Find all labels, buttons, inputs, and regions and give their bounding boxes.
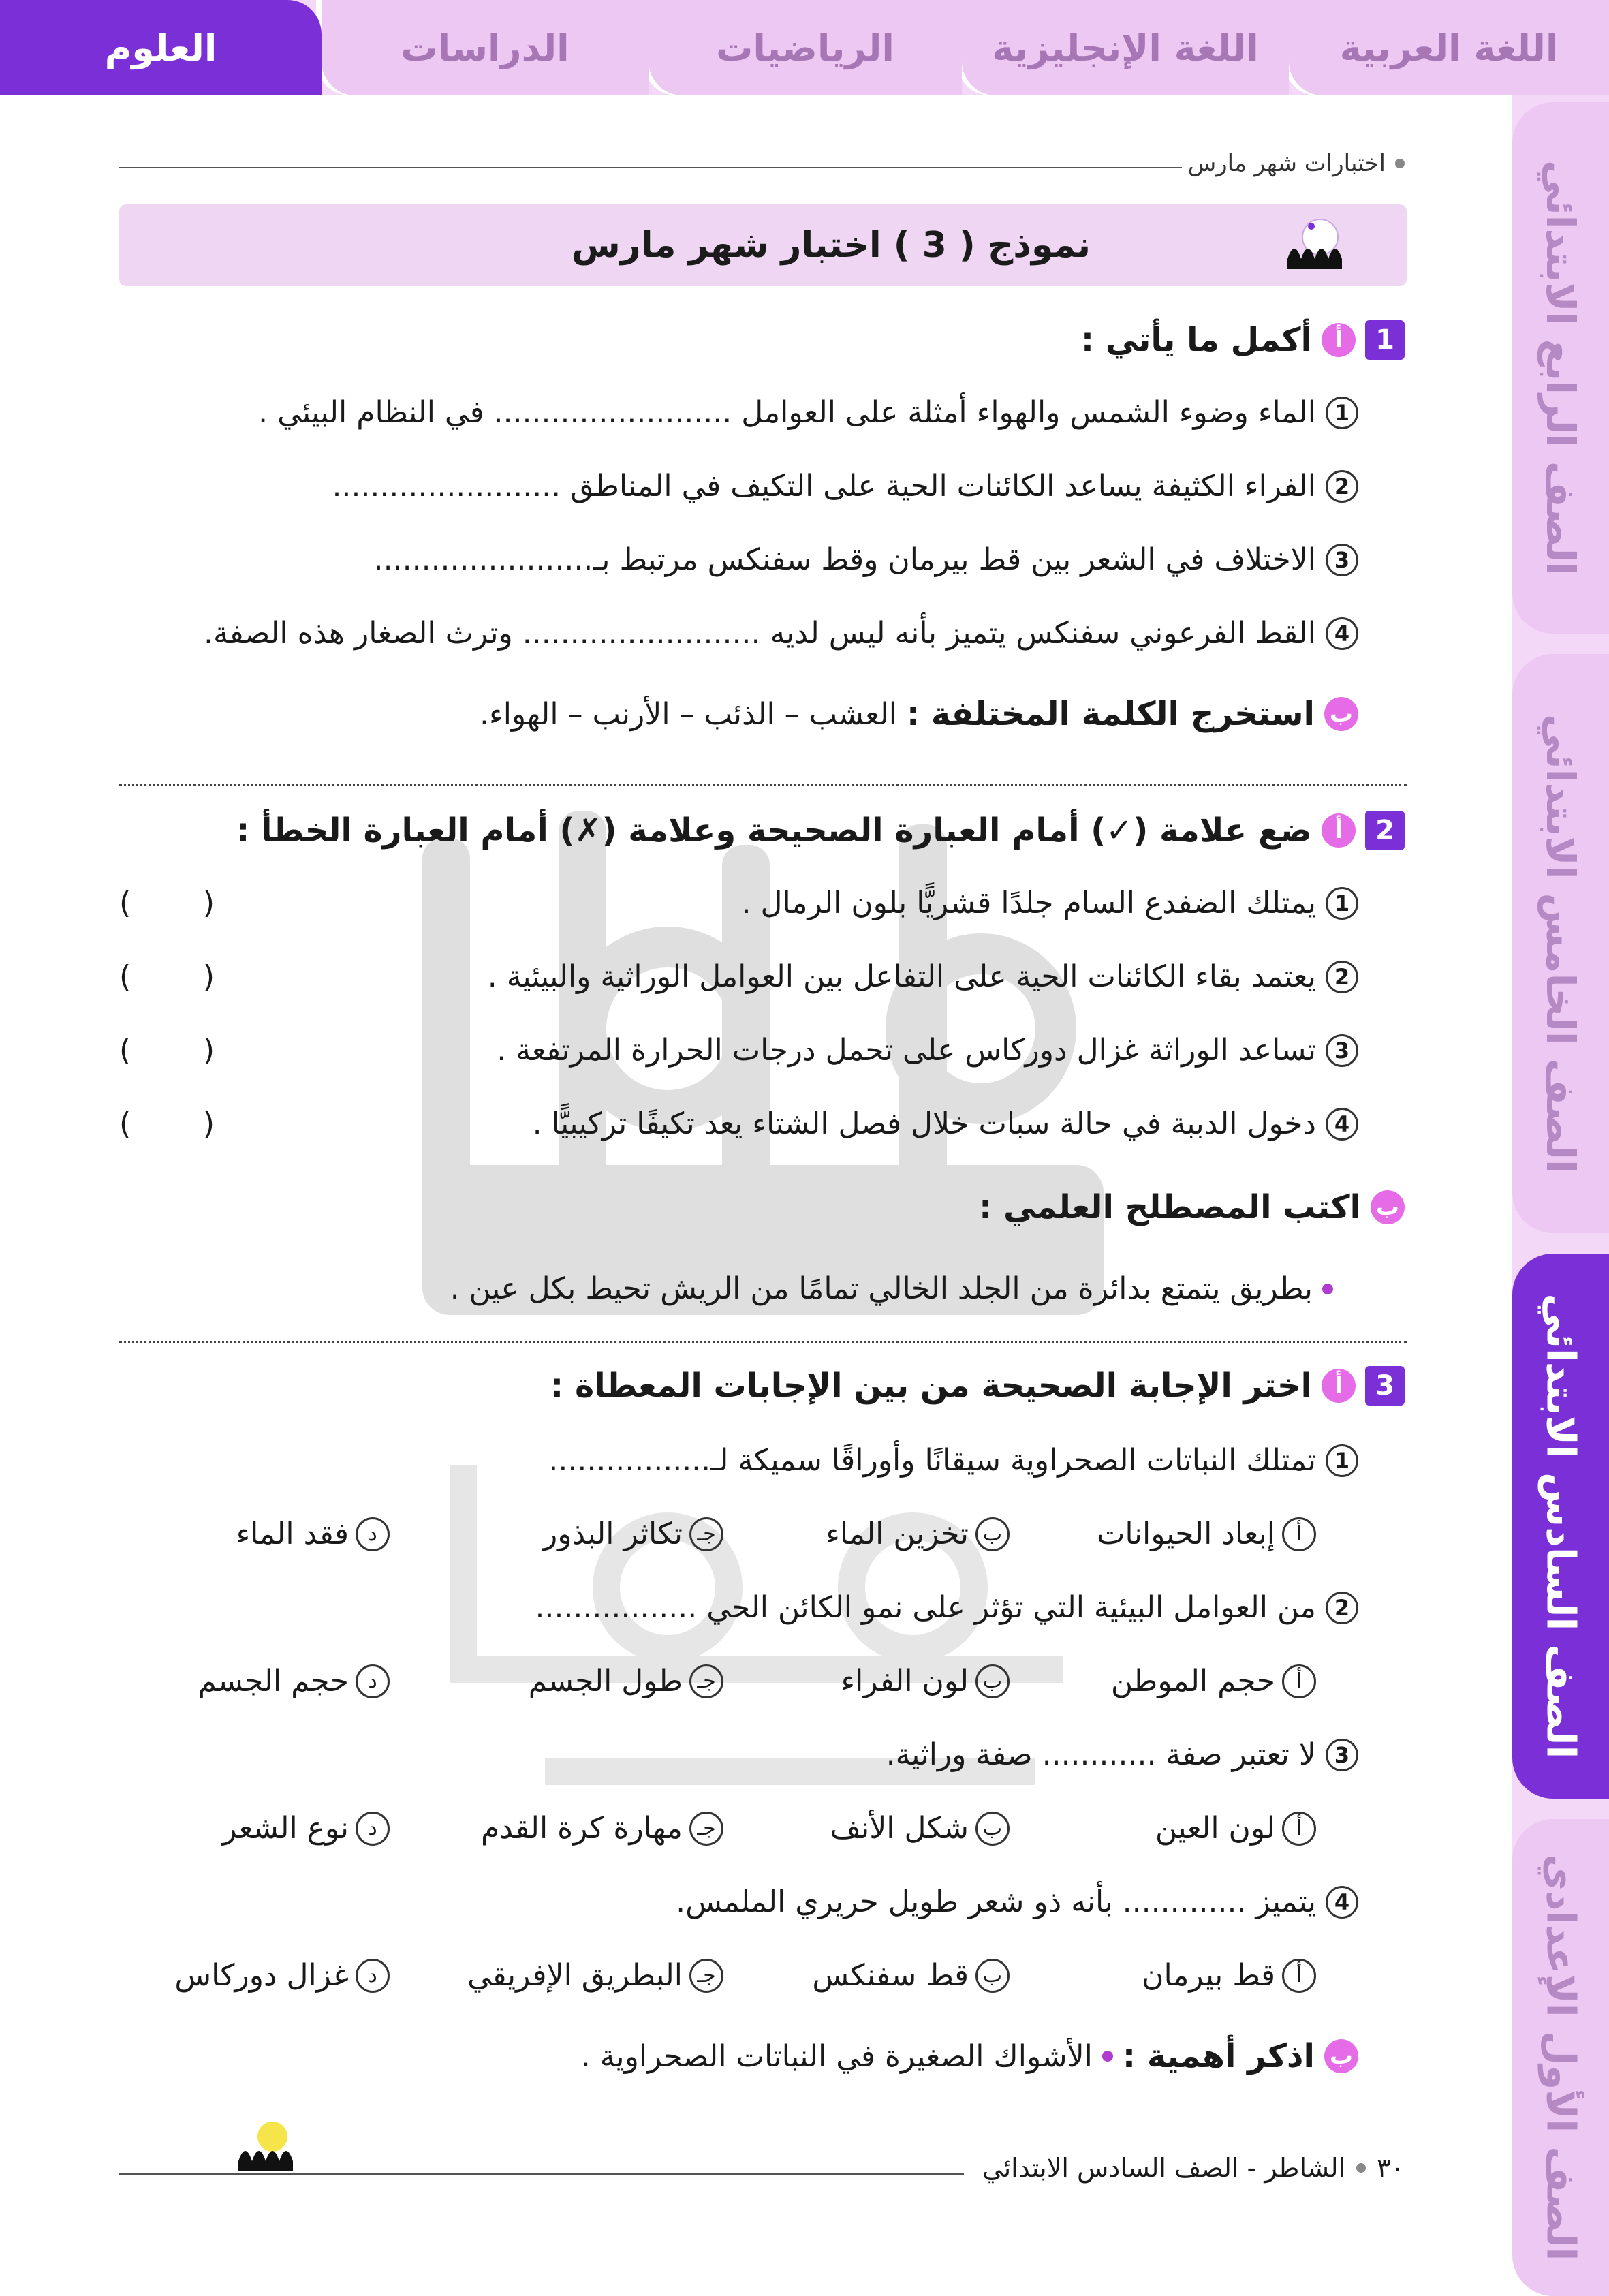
grade-tab-first-prep[interactable]: الصف الأول الإعدادي [1512,1819,1609,2296]
option-b[interactable]: ب قط سفنكس [812,1958,1010,1993]
item-number: 1 [1326,397,1358,429]
q1-item [374,542,1358,577]
q1-item [332,469,1358,503]
item-text: دخول الدببة في حالة سبات خلال فصل الشتاء يعد تكيفًا تركيبيًّا . [532,1106,1316,1141]
bullet-icon [1356,2163,1366,2173]
answer-parens[interactable]: ( ) [119,1033,215,1068]
question-number: 3 [1365,1366,1405,1406]
item-number: 2 [1326,961,1358,993]
section-divider [119,1341,1407,1343]
grade-tab-sixth[interactable]: الصف السادس الابتدائي [1512,1254,1609,1799]
page-number: ٣٠ [1377,2153,1405,2183]
item-number: 3 [1326,1034,1358,1067]
bullet-icon [1395,159,1405,168]
title-band [119,204,1407,286]
breadcrumb-text: اختبارات شهر مارس [1187,150,1386,177]
section-divider [119,784,1407,786]
item-number: 4 [1326,617,1358,650]
grade-sidebar [1512,95,1609,2261]
tab-arabic[interactable]: اللغة العربية [1289,0,1609,95]
option-b[interactable]: ب لون الفراء [841,1664,1010,1698]
q2-b-heading: اكتب المصطلح العلمي : [979,1188,1361,1226]
q3-a-heading: اختر الإجابة الصحيحة من بين الإجابات المعطاة : [550,1367,1312,1405]
item-text: الفراء الكثيفة يساعد الكائنات الحية على التكيف في المناطق ........................ [332,469,1316,503]
question-number: 2 [1365,811,1405,850]
q2-header [236,811,1405,850]
part-label: ب [1324,2039,1358,2073]
option-c[interactable]: جـ مهارة كرة القدم [481,1811,723,1846]
tab-english[interactable]: اللغة الإنجليزية [962,0,1289,95]
watermark-logo [381,784,1199,1874]
answer-parens[interactable]: ( ) [119,959,215,994]
item-text: القط الفرعوني سفنكس يتميز بأنه ليس لديه ......................... وترث الصغار هذه الصفة. [204,616,1316,651]
breadcrumb [1188,150,1405,177]
q1-a-heading: أكمل ما يأتي : [1080,321,1312,359]
q2-item [488,959,1358,994]
q2-a-heading: ضع علامة (✓) أمام العبارة الصحيحة وعلامة (✗) أمام العبارة الخطأ : [236,811,1312,850]
answer-parens[interactable]: ( ) [119,886,215,920]
option-c[interactable]: جـ تكاثر البذور [543,1517,723,1551]
footer-logo [232,2112,300,2180]
item-text: الماء وضوء الشمس والهواء أمثلة على العوامل ......................... في النظام البيئي . [258,395,1316,430]
page-title: نموذج ( 3 ) اختبار شهر مارس [572,225,1091,266]
q1-b [480,695,1358,733]
item-number: 1 [1326,887,1358,920]
option-d[interactable]: د حجم الجسم [198,1664,390,1698]
item-text: يتميز ............. بأنه ذو شعر طويل حريري الملمس. [676,1884,1316,1919]
item-text: لا تعتبر صفة ............ صفة وراثية. [886,1737,1316,1772]
option-a[interactable]: أ لون العين [1155,1811,1316,1846]
q2-b-text: بطريق يتمتع بدائرة من الجلد الخالي تمامًا من الريش تحيط بكل عين . [450,1271,1313,1306]
footer-text: الشاطر - الصف السادس الابتدائي [982,2153,1346,2183]
part-label: أ [1322,813,1356,848]
q2-item [742,886,1358,920]
option-a[interactable]: أ إبعاد الحيوانات [1097,1517,1316,1551]
tab-science[interactable]: العلوم [0,0,322,95]
part-label: أ [1322,323,1356,357]
q2-item [533,1106,1358,1141]
q1-header [1081,320,1405,360]
item-number: 2 [1326,1592,1358,1624]
tab-math[interactable]: الرياضيات [649,0,962,95]
publisher-logo [1281,211,1349,279]
question-number: 1 [1365,320,1405,360]
item-text: الاختلاف في الشعر بين قط بيرمان وقط سفنكس مرتبط بـ....................... [373,542,1316,577]
item-number: 3 [1326,544,1358,576]
q1-item [258,395,1358,430]
q3-b [581,2037,1358,2075]
tab-social-studies[interactable]: الدراسات [322,0,649,95]
option-a[interactable]: أ قط بيرمان [1142,1958,1316,1993]
item-text: تساعد الوراثة غزال دوركاس على تحمل درجات الحرارة المرتفعة . [497,1033,1316,1068]
q1-b-heading: استخرج الكلمة المختلفة : [907,695,1315,733]
q2-b [979,1188,1405,1226]
item-number: 3 [1326,1739,1358,1771]
q3-item [535,1590,1358,1625]
q1-b-text: العشب – الذئب – الأرنب – الهواء. [480,696,897,732]
item-text: تمتلك النباتات الصحراوية سيقانًا وأوراقًا سميكة لـ................. [548,1443,1316,1478]
part-label: أ [1322,1369,1356,1403]
q3-item [548,1443,1358,1478]
grade-tab-fifth[interactable]: الصف الخامس الابتدائي [1512,654,1609,1233]
q2-item [497,1033,1358,1068]
item-number: 1 [1326,1444,1358,1477]
part-label: ب [1371,1190,1405,1224]
page-footer [982,2153,1405,2183]
option-a[interactable]: أ حجم الموطن [1111,1664,1316,1698]
option-d[interactable]: د فقد الماء [236,1517,390,1551]
option-d[interactable]: د غزال دوركاس [174,1958,390,1993]
q3-item [676,1884,1358,1919]
option-d[interactable]: د نوع الشعر [222,1811,390,1846]
item-number: 4 [1326,1886,1358,1919]
bullet-icon [1322,1284,1333,1294]
q2-b-item [450,1271,1333,1306]
breadcrumb-rule [119,167,1182,168]
part-label: ب [1324,697,1358,731]
answer-parens[interactable]: ( ) [119,1106,215,1141]
option-c[interactable]: جـ طول الجسم [529,1664,723,1698]
option-b[interactable]: ب تخزين الماء [826,1517,1010,1551]
q3-header [550,1366,1405,1406]
item-text: يمتلك الضفدع السام جلدًا قشريًّا بلون الرمال . [741,886,1316,920]
subject-tabs [0,0,1609,95]
bullet-icon [1102,2051,1113,2062]
item-text: يعتمد بقاء الكائنات الحية على التفاعل بين العوامل الوراثية والبيئية . [487,959,1316,994]
q1-item [204,616,1358,651]
item-number: 2 [1326,470,1358,503]
q3-b-heading: اذكر أهمية : [1122,2037,1315,2075]
grade-tab-fourth[interactable]: الصف الرابع الابتدائي [1512,102,1609,634]
item-text: من العوامل البيئية التي تؤثر على نمو الكائن الحي ................. [535,1590,1316,1625]
item-number: 4 [1326,1108,1358,1141]
option-c[interactable]: جـ البطريق الإفريقي [467,1958,723,1993]
q3-b-text: الأشواك الصغيرة في النباتات الصحراوية . [580,2038,1093,2074]
q3-item [886,1737,1358,1772]
option-b[interactable]: ب شكل الأنف [830,1811,1010,1846]
